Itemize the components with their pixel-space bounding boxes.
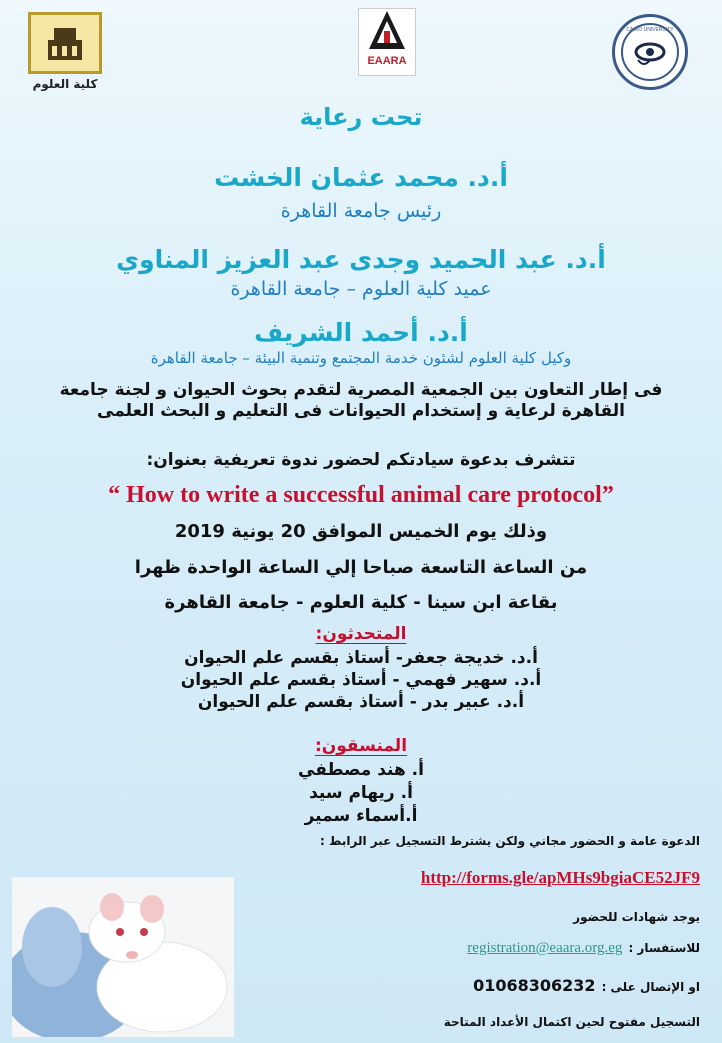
event-time: من الساعة التاسعة صباحا إلي الساعة الواحدة ظهرا — [134, 557, 588, 578]
registration-closing: التسجيل مفتوح لحين اكتمال الأعداد المتاحة — [443, 1015, 700, 1029]
logo-ring-text: CAIRO UNIVERSITY — [626, 27, 674, 33]
building-icon — [28, 12, 102, 74]
coordinator-item: أ. هند مصطفي — [298, 760, 424, 780]
sponsor-role-1: رئيس جامعة القاهرة — [280, 200, 442, 222]
sponsor-role-2: عميد كلية العلوم – جامعة القاهرة — [230, 278, 492, 300]
speakers-heading: المتحدثون: — [315, 624, 407, 644]
invitation-text: تتشرف بدعوة سيادتكم لحضور ندوة تعريفية بعنوان: — [146, 450, 576, 470]
event-title: “ How to write a successful animal care protocol” — [108, 482, 614, 508]
coordinator-item: أ. ريهام سيد — [309, 783, 413, 803]
registration-note: الدعوة عامة و الحضور مجاني ولكن يشترط التسجيل عبر الرابط : — [320, 834, 700, 848]
speaker-item: أ.د. عبير بدر - أستاذ بقسم علم الحيوان — [197, 692, 525, 712]
event-date: وذلك يوم الخميس الموافق 20 يونية 2019 — [174, 521, 548, 542]
phone-number: 01068306232 — [473, 976, 596, 995]
sponsor-name-2: أ.د. عبد الحميد وجدى عبد العزيز المناوي — [116, 245, 606, 274]
inquiry-label: للاستفسار : — [628, 941, 700, 955]
logo-caption: كلية العلوم — [32, 77, 98, 91]
intro-line-2: القاهرة لرعاية و إستخدام الحيوانات فى التعليم و البحث العلمى — [97, 401, 625, 421]
sponsorship-heading: تحت رعاية — [299, 103, 423, 131]
eaara-logo — [358, 8, 416, 76]
event-venue: بقاعة ابن سينا - كلية العلوم - جامعة القاهرة — [164, 592, 558, 613]
lab-rat-photo — [12, 877, 234, 1037]
phone-label: او الإتصال على : — [601, 980, 700, 994]
sponsor-role-3: وكيل كلية العلوم لشئون خدمة المجتمع وتنمية البيئة – جامعة القاهرة — [150, 349, 572, 367]
faculty-of-science-logo — [28, 12, 102, 94]
email-link[interactable]: registration@eaara.org.eg — [467, 940, 623, 956]
intro-line-1: فى إطار التعاون بين الجمعية المصرية لتقدم بحوث الحيوان و لجنة جامعة — [59, 380, 663, 400]
registration-form-link[interactable]: http://forms.gle/apMHs9bgiaCE52JF9 — [420, 868, 700, 887]
eaara-name: EAARA — [367, 55, 407, 67]
phone-row — [473, 976, 700, 995]
coordinators-heading: المنسقون: — [314, 736, 408, 756]
certificates-note: يوجد شهادات للحضور — [573, 910, 700, 924]
coordinator-item: أ.أسماء سمير — [304, 806, 418, 826]
speaker-item: أ.د. خديجة جعفر- أستاذ بقسم علم الحيوان — [184, 648, 538, 668]
cairo-university-logo — [612, 14, 688, 90]
inquiry-row — [467, 940, 700, 957]
sponsor-name-1: أ.د. محمد عثمان الخشت — [214, 163, 508, 192]
pyramid-icon — [367, 9, 407, 53]
sponsor-name-3: أ.د. أحمد الشريف — [254, 318, 468, 347]
speaker-item: أ.د. سهير فهمي - أستاذ بقسم علم الحيوان — [180, 670, 542, 690]
